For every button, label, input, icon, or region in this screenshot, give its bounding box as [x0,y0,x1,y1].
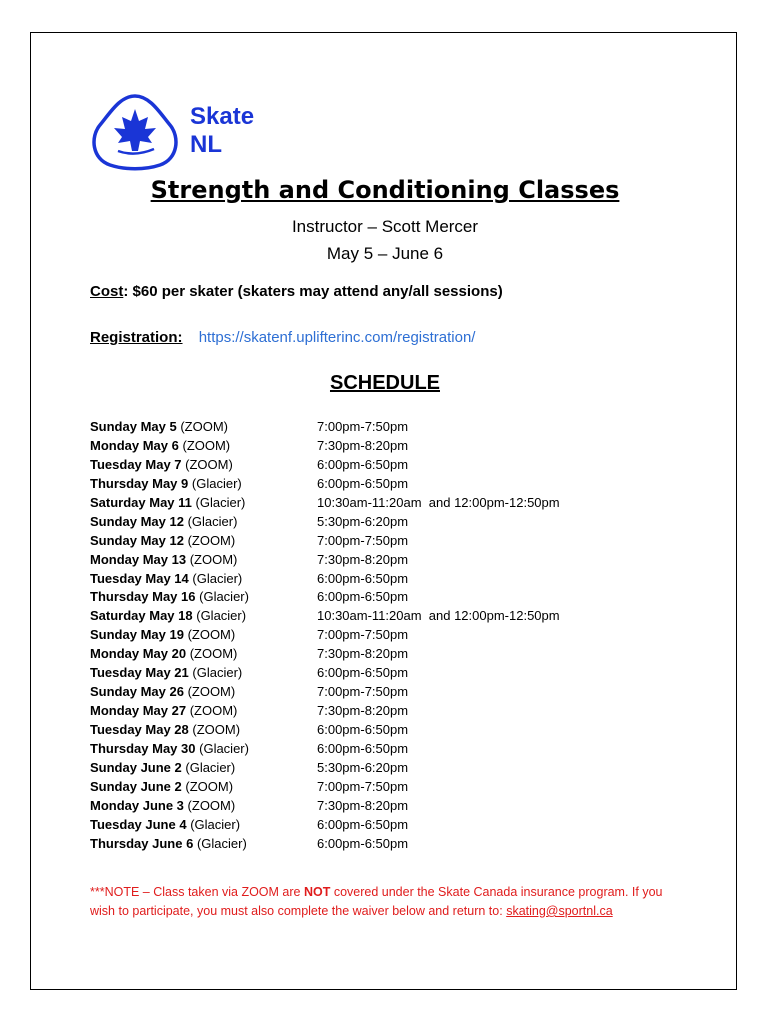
schedule-day [90,664,317,683]
schedule-time: 7:30pm-8:20pm [317,551,409,567]
schedule-day [90,570,317,589]
schedule-time: 5:30pm-6:20pm [317,759,409,775]
schedule-day [90,740,317,759]
schedule-time: 7:30pm-8:20pm [317,646,409,662]
schedule-day [90,797,317,816]
schedule-time: 6:00pm-6:50pm [317,722,409,737]
schedule-day [90,816,317,835]
schedule-location: (ZOOM) [187,797,236,813]
schedule-day-name: Monday May 27 [90,703,187,719]
schedule-day [90,418,317,437]
schedule-day-name: Tuesday May 28 [90,722,189,737]
page-title: Strength and Conditioning Classes [150,176,620,204]
schedule-day [90,626,317,645]
schedule-time: 6:00pm-6:50pm [317,456,409,472]
schedule-day [90,494,317,513]
schedule-location: (ZOOM) [180,419,228,434]
schedule-title: SCHEDULE [329,372,440,394]
skate-nl-logo [90,93,180,171]
schedule-day-name: Sunday June 2 [90,759,182,775]
schedule-row [90,570,650,589]
schedule-row [90,513,650,532]
schedule-location: (ZOOM) [185,778,234,794]
schedule-day-name: Thursday May 9 [90,475,189,491]
schedule-location: (Glacier) [192,570,243,586]
schedule-day [90,456,317,475]
schedule-location: (ZOOM) [187,532,236,548]
schedule-day-name: Sunday May 12 [90,513,184,529]
schedule-row [90,778,650,797]
schedule-row [90,418,650,437]
schedule-time: 10:30am-11:20am and 12:00pm-12:50pm [317,608,560,624]
schedule-day-name: Thursday May 16 [90,589,196,605]
schedule-location: (ZOOM) [189,703,238,719]
schedule-day-name: Sunday May 12 [90,532,184,548]
cost-label: Cost [90,283,124,300]
schedule-day-name: Thursday May 30 [90,740,196,756]
schedule-row [90,645,650,664]
schedule-location: (ZOOM) [187,627,236,643]
schedule-location: (ZOOM) [185,456,233,472]
schedule-day [90,702,317,721]
schedule-time: 6:00pm-6:50pm [317,816,409,832]
cost-line [90,283,503,300]
registration-label: Registration: [90,329,183,346]
schedule-time: 7:30pm-8:20pm [317,703,409,719]
schedule-day-name: Tuesday June 4 [90,816,187,832]
schedule-row [90,816,650,835]
schedule-day-name: Sunday May 26 [90,684,184,700]
schedule-location: (Glacier) [185,759,236,775]
schedule-location: (ZOOM) [182,437,231,453]
schedule-row [90,626,650,645]
logo-line-2: NL [190,131,222,158]
note-prefix: ***NOTE – Class taken via ZOOM are [90,885,304,899]
schedule-location: (ZOOM) [189,646,238,662]
schedule-day [90,721,317,740]
schedule-row [90,551,650,570]
instructor: Instructor – Scott Mercer [291,217,479,236]
schedule-time: 6:00pm-6:50pm [317,475,409,491]
schedule-day [90,513,317,532]
maple-leaf-skate-icon [90,93,180,171]
schedule-time: 6:00pm-6:50pm [317,589,409,605]
note-bold: NOT [303,885,331,899]
schedule-day-name: Monday May 20 [90,646,187,662]
schedule-day-name: Sunday May 5 [90,419,177,434]
schedule-time: 6:00pm-6:50pm [317,570,409,586]
schedule-row [90,797,650,816]
schedule-day [90,437,317,456]
schedule-time: 7:00pm-7:50pm [317,778,409,794]
schedule-day-name: Thursday June 6 [90,835,194,851]
schedule-day-name: Tuesday May 21 [90,665,189,681]
schedule-row [90,835,650,854]
schedule-location: (Glacier) [190,816,241,832]
schedule-location: (Glacier) [199,740,249,756]
cost-text: : $60 per skater (skaters may attend any/all sessions) [123,283,503,300]
schedule-day-name: Sunday June 2 [90,778,182,794]
schedule-time: 6:00pm-6:50pm [317,665,409,681]
note-email-link[interactable]: skating@sportnl.ca [506,904,613,918]
schedule-day [90,475,317,494]
schedule-row [90,759,650,778]
schedule-location: (Glacier) [192,665,243,681]
schedule-day [90,607,317,626]
schedule-day-name: Saturday May 11 [90,494,192,510]
schedule-day [90,778,317,797]
registration-link[interactable]: https://skatenf.uplifterinc.com/registration/ [198,329,476,346]
schedule-day [90,588,317,607]
schedule-time: 7:00pm-7:50pm [317,532,409,548]
schedule-time: 10:30am-11:20am and 12:00pm-12:50pm [317,494,560,510]
schedule-day-name: Monday May 6 [90,437,179,453]
schedule-row [90,721,650,740]
schedule-list [90,418,650,854]
schedule-day [90,759,317,778]
schedule-day-name: Tuesday May 14 [90,570,189,586]
schedule-row [90,683,650,702]
zoom-note [90,883,680,921]
schedule-time: 7:00pm-7:50pm [317,627,409,643]
schedule-day [90,835,317,854]
schedule-row [90,494,650,513]
schedule-row [90,456,650,475]
schedule-row [90,532,650,551]
logo-text [190,103,254,159]
schedule-row [90,475,650,494]
schedule-day [90,551,317,570]
schedule-location: (ZOOM) [192,722,241,737]
schedule-row [90,664,650,683]
schedule-location: (Glacier) [187,513,238,529]
schedule-location: (Glacier) [196,835,247,851]
logo-line-1: Skate [190,103,255,130]
schedule-row [90,588,650,607]
schedule-location: (Glacier) [195,494,246,510]
schedule-time: 7:00pm-7:50pm [317,684,409,700]
schedule-time: 6:00pm-6:50pm [317,835,409,851]
note-middle: covered under the Skate Canada insurance program. If you wish to participate, you must also complete the waiver below and return to: [90,885,663,918]
schedule-row [90,740,650,759]
registration-line [90,329,475,346]
schedule-time: 7:30pm-8:20pm [317,797,409,813]
schedule-day [90,645,317,664]
schedule-time: 7:30pm-8:20pm [317,437,409,453]
schedule-location: (ZOOM) [189,551,238,567]
schedule-time: 5:30pm-6:20pm [317,513,409,529]
schedule-location: (ZOOM) [187,684,236,700]
schedule-day-name: Monday June 3 [90,797,184,813]
schedule-day-name: Saturday May 18 [90,608,193,624]
schedule-location: (Glacier) [196,608,247,624]
schedule-location: (Glacier) [191,475,242,491]
schedule-day-name: Tuesday May 7 [90,456,182,472]
schedule-row [90,607,650,626]
date-range: May 5 – June 6 [326,244,444,263]
schedule-time: 7:00pm-7:50pm [317,419,409,434]
schedule-time: 6:00pm-6:50pm [317,740,409,756]
schedule-day-name: Sunday May 19 [90,627,184,643]
schedule-day [90,532,317,551]
schedule-location: (Glacier) [199,589,249,605]
schedule-row [90,437,650,456]
schedule-day-name: Monday May 13 [90,551,187,567]
schedule-day [90,683,317,702]
schedule-row [90,702,650,721]
